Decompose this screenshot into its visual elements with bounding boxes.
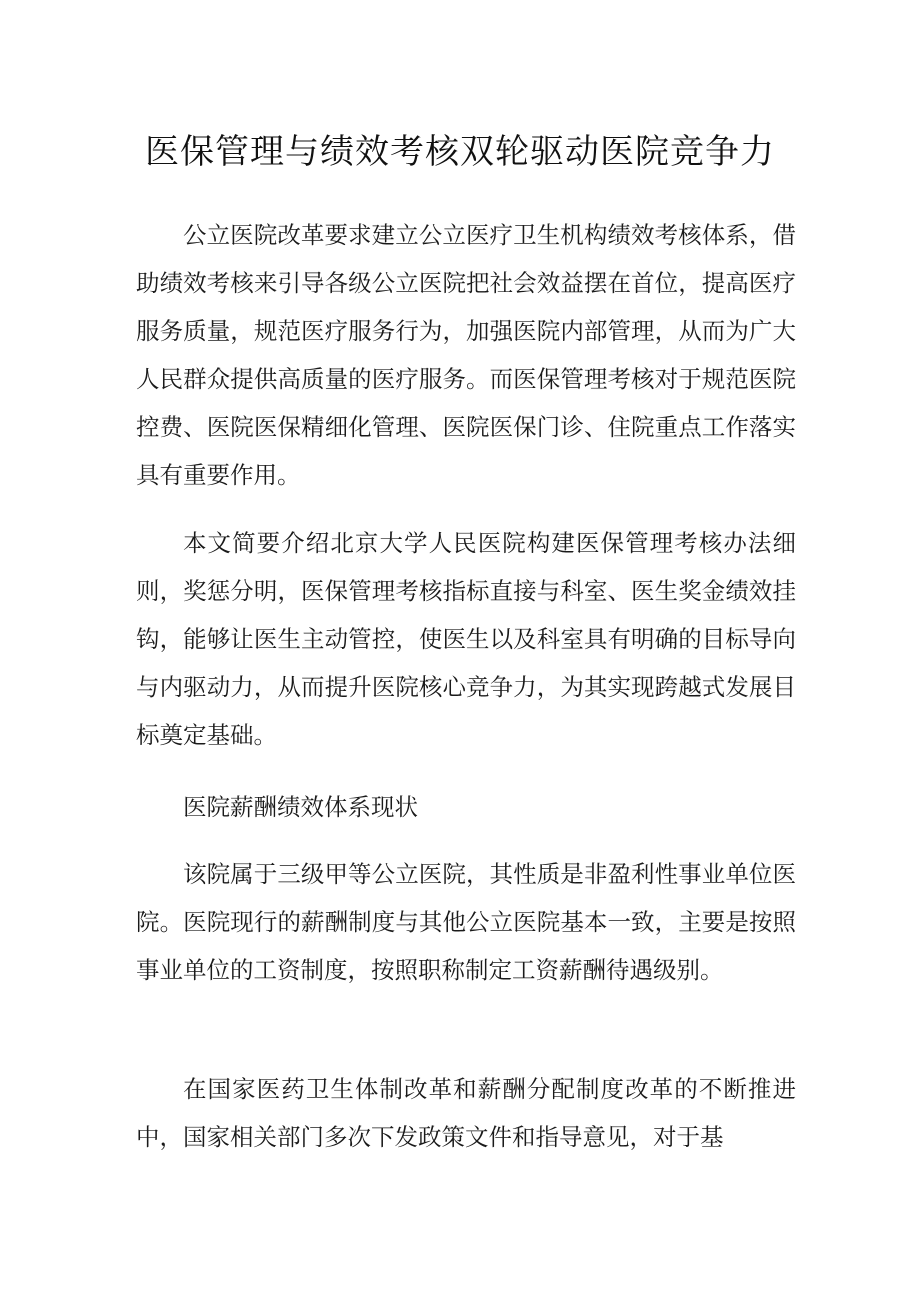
section-heading-text: 医院薪酬绩效体系现状: [183, 793, 418, 821]
body-paragraph: [136, 211, 796, 499]
document-title: 医保管理与绩效考核双轮驱动医院竞争力: [145, 132, 775, 172]
body-paragraph: [136, 1065, 796, 1161]
paragraph-text: 本文简要介绍北京大学人民医院构建医保管理考核办法细则，奖惩分明，医保管理考核指标直接与科室、医生奖金绩效挂钩，能够让医生主动管控，使医生以及科室具有明确的目标导向与内驱动力，从而提升医院核心竞争力，为其实现跨越式发展目标奠定基础。: [136, 529, 796, 749]
body-paragraph: [136, 519, 796, 759]
section-heading: [136, 783, 796, 831]
paragraph-text: 公立医院改革要求建立公立医疗卫生机构绩效考核体系，借助绩效考核来引导各级公立医院把社会效益摆在首位，提高医疗服务质量，规范医疗服务行为，加强医院内部管理，从而为广大人民群众提供高质量的医疗服务。而医保管理考核对于规范医院控费、医院医保精细化管理、医院医保门诊、住院重点工作落实具有重要作用。: [136, 221, 796, 489]
paragraph-text: 在国家医药卫生体制改革和薪酬分配制度改革的不断推进中，国家相关部门多次下发政策文件和指导意见，对于基: [136, 1075, 796, 1151]
body-paragraph: [136, 850, 796, 994]
paragraph-text: 该院属于三级甲等公立医院，其性质是非盈利性事业单位医院。医院现行的薪酬制度与其他公立医院基本一致，主要是按照事业单位的工资制度，按照职称制定工资薪酬待遇级别。: [136, 860, 796, 984]
